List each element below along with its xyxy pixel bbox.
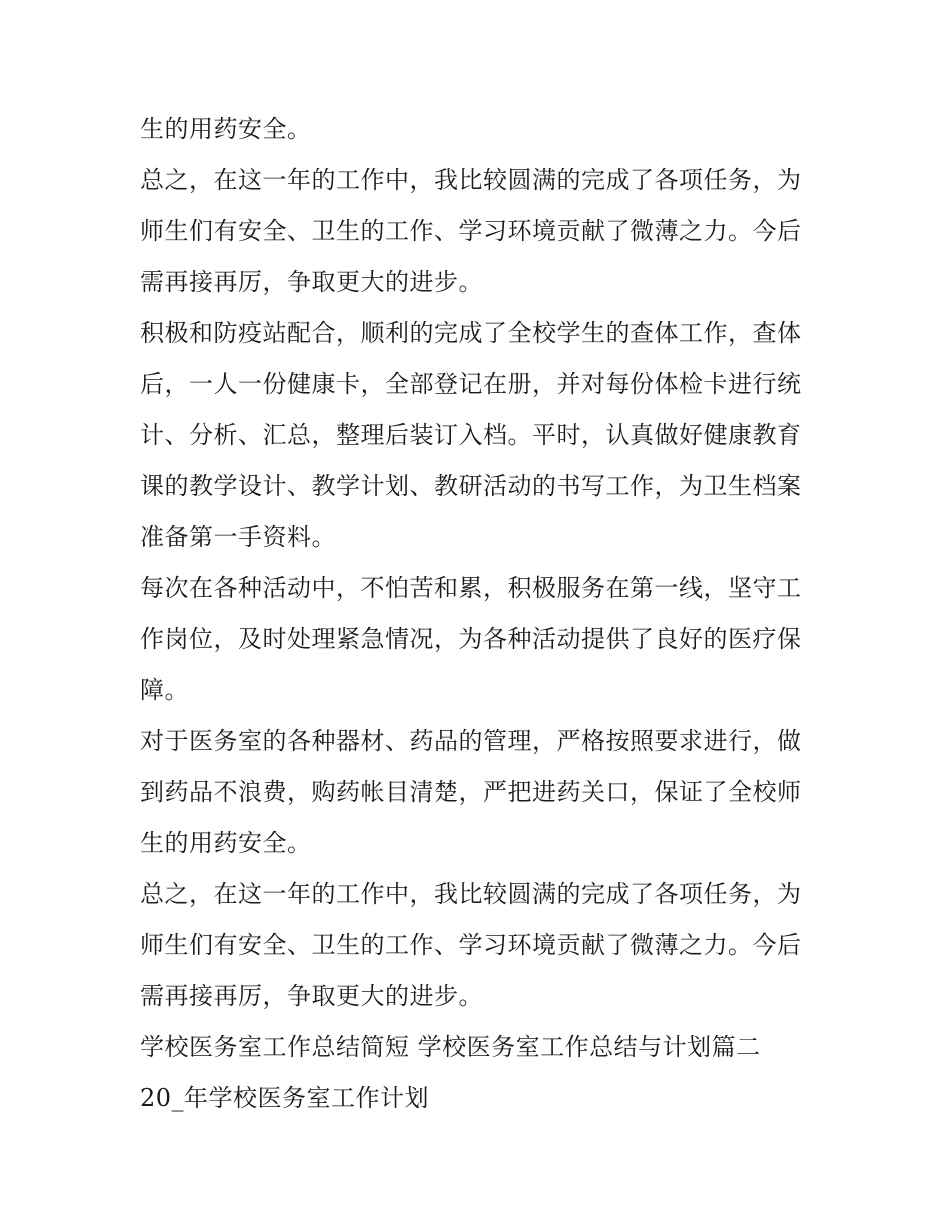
text-line: 到药品不浪费，购药帐目清楚，严把进药关口，保证了全校师 xyxy=(140,778,802,806)
text-line: 师生们有安全、卫生的工作、学习环境贡献了微薄之力。今后 xyxy=(140,931,802,959)
subsection-heading: 20_年学校医务室工作计划 xyxy=(140,1084,430,1112)
text-line: 需再接再厉，争取更大的进步。 xyxy=(140,268,483,296)
text-line: 积极和防疫站配合，顺利的完成了全校学生的查体工作，查体 xyxy=(140,319,802,347)
text-line: 师生们有安全、卫生的工作、学习环境贡献了微薄之力。今后 xyxy=(140,217,802,245)
text-line: 生的用药安全。 xyxy=(140,829,312,857)
text-line: 需再接再厉，争取更大的进步。 xyxy=(140,982,483,1010)
text-line: 作岗位，及时处理紧急情况，为各种活动提供了良好的医疗保 xyxy=(140,625,802,653)
text-line: 对于医务室的各种器材、药品的管理，严格按照要求进行，做 xyxy=(140,727,802,755)
text-line: 每次在各种活动中，不怕苦和累，积极服务在第一线，坚守工 xyxy=(140,574,802,602)
text-line: 后，一人一份健康卡，全部登记在册，并对每份体检卡进行统 xyxy=(140,370,802,398)
text-line: 准备第一手资料。 xyxy=(140,523,336,551)
text-line: 总之，在这一年的工作中，我比较圆满的完成了各项任务，为 xyxy=(140,166,802,194)
section-heading: 学校医务室工作总结简短 学校医务室工作总结与计划篇二 xyxy=(140,1033,761,1061)
text-line: 计、分析、汇总，整理后装订入档。平时，认真做好健康教育 xyxy=(140,421,802,449)
text-line: 总之，在这一年的工作中，我比较圆满的完成了各项任务，为 xyxy=(140,880,802,908)
text-line: 生的用药安全。 xyxy=(140,115,312,143)
text-line: 课的教学设计、教学计划、教研活动的书写工作，为卫生档案 xyxy=(140,472,802,500)
document-body xyxy=(140,104,820,1124)
text-line: 障。 xyxy=(140,676,189,704)
